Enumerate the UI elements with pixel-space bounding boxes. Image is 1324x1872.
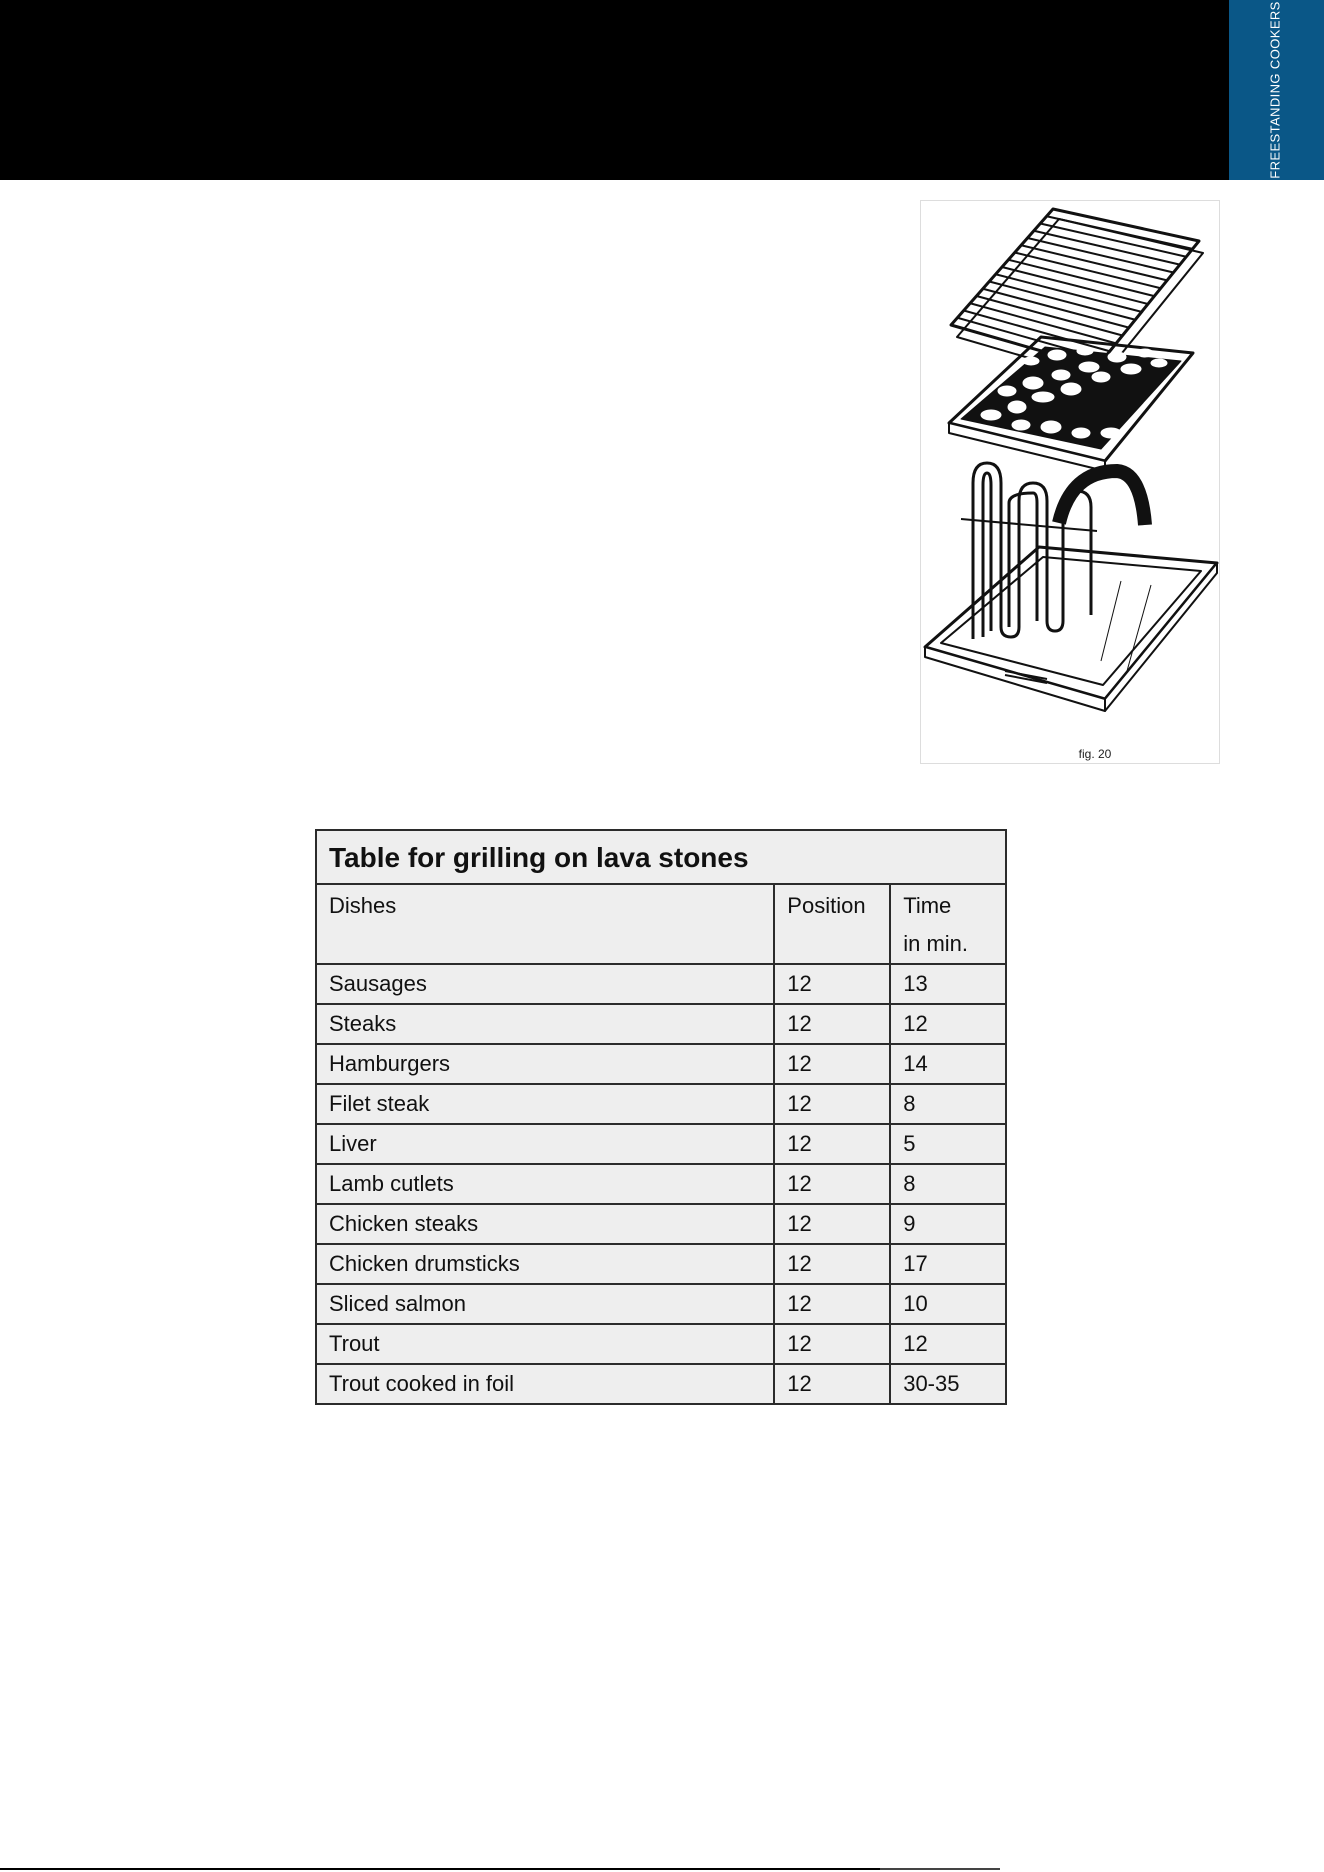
cell-time: 12 (890, 1004, 1006, 1044)
table-row (316, 1284, 1006, 1324)
table-title: Table for grilling on lava stones (316, 830, 1006, 884)
heating-element (961, 463, 1145, 639)
column-header-time-line2: in min. (903, 931, 968, 956)
drip-pan (925, 547, 1217, 711)
cell-dish: Liver (316, 1124, 774, 1164)
grill-assembly-illustration (921, 201, 1221, 765)
lava-stone-tray (949, 337, 1193, 471)
cell-position: 12 (774, 1204, 890, 1244)
cell-time: 5 (890, 1124, 1006, 1164)
grill-figure (920, 200, 1220, 764)
cell-position: 12 (774, 1084, 890, 1124)
grilling-table (315, 829, 1007, 1405)
cell-time: 8 (890, 1084, 1006, 1124)
table-row (316, 1244, 1006, 1284)
cell-position: 12 (774, 1324, 890, 1364)
figure-caption: fig. 20 (1078, 747, 1112, 761)
cell-time: 13 (890, 964, 1006, 1004)
cell-dish: Steaks (316, 1004, 774, 1044)
column-header-dishes: Dishes (316, 884, 774, 964)
table-header-row (316, 884, 1006, 964)
cell-position: 12 (774, 1164, 890, 1204)
cell-time: 9 (890, 1204, 1006, 1244)
footer-rule (0, 1868, 880, 1870)
header-band (0, 0, 1324, 180)
table-row (316, 1204, 1006, 1244)
cell-time: 30-35 (890, 1364, 1006, 1404)
column-header-time (890, 884, 1006, 964)
cell-dish: Filet steak (316, 1084, 774, 1124)
cell-time: 17 (890, 1244, 1006, 1284)
table-row (316, 964, 1006, 1004)
cell-time: 8 (890, 1164, 1006, 1204)
table-row (316, 1004, 1006, 1044)
cell-dish: Trout (316, 1324, 774, 1364)
table-title-row (316, 830, 1006, 884)
column-header-time-line1: Time (903, 893, 952, 918)
cell-time: 10 (890, 1284, 1006, 1324)
cell-position: 12 (774, 1244, 890, 1284)
cell-position: 12 (774, 1004, 890, 1044)
cell-time: 12 (890, 1324, 1006, 1364)
cell-dish: Chicken drumsticks (316, 1244, 774, 1284)
cell-dish: Trout cooked in foil (316, 1364, 774, 1404)
cell-time: 14 (890, 1044, 1006, 1084)
cell-position: 12 (774, 1364, 890, 1404)
table-row (316, 1044, 1006, 1084)
cell-position: 12 (774, 1044, 890, 1084)
footer-rule-secondary (880, 1868, 1000, 1870)
column-header-position: Position (774, 884, 890, 964)
section-tab-label: FREESTANDING COOKERS (1267, 1, 1283, 179)
cell-position: 12 (774, 1124, 890, 1164)
cell-dish: Lamb cutlets (316, 1164, 774, 1204)
table-row (316, 1124, 1006, 1164)
cell-position: 12 (774, 1284, 890, 1324)
table-row (316, 1084, 1006, 1124)
table-row (316, 1364, 1006, 1404)
cell-dish: Hamburgers (316, 1044, 774, 1084)
table-row (316, 1324, 1006, 1364)
cell-dish: Sliced salmon (316, 1284, 774, 1324)
cell-dish: Chicken steaks (316, 1204, 774, 1244)
table-row (316, 1164, 1006, 1204)
cell-position: 12 (774, 964, 890, 1004)
cell-dish: Sausages (316, 964, 774, 1004)
